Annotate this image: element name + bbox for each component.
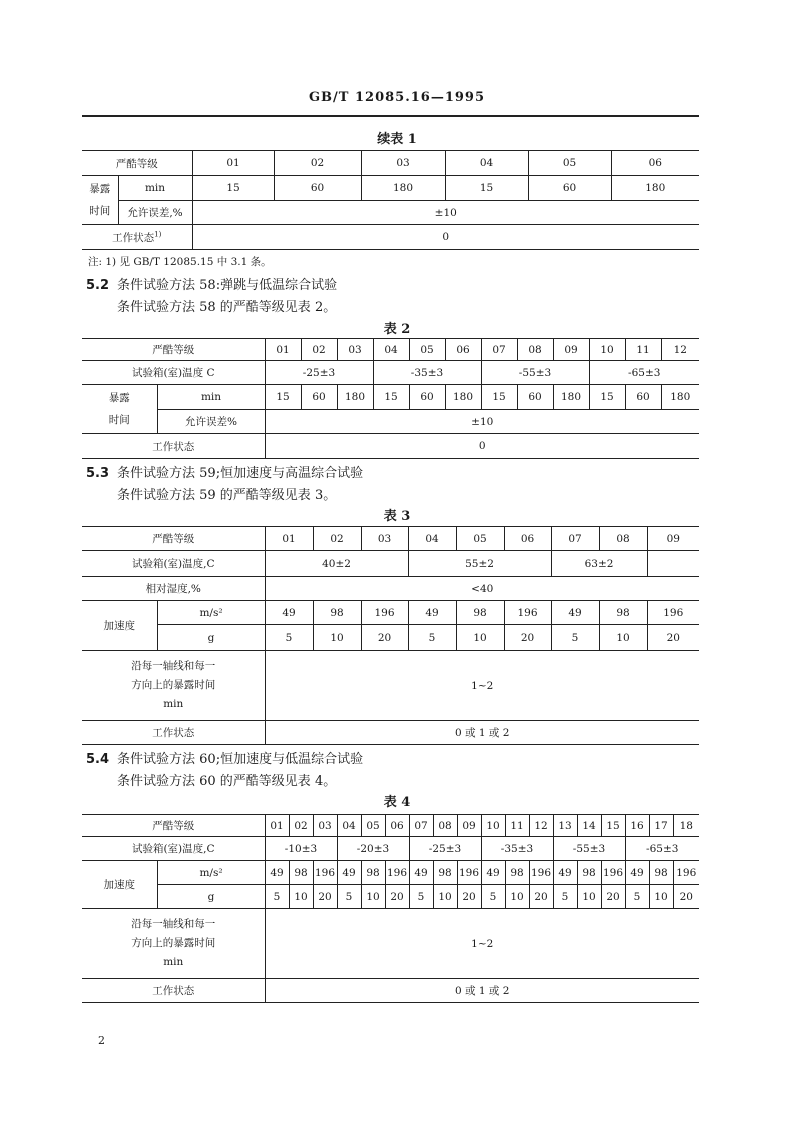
- g-cell: 5: [481, 885, 505, 909]
- ms2-cell: 196: [673, 861, 699, 885]
- grade-cell: 09: [553, 339, 589, 361]
- table3-humidity-row: [82, 577, 699, 601]
- ms2-cell: 196: [385, 861, 409, 885]
- temp-cell: 63±2: [551, 551, 647, 577]
- exposure-label-line1: 暴露: [89, 183, 111, 195]
- grade-cell: 05: [456, 527, 504, 551]
- exposure-label-line1: 暴露: [108, 392, 130, 404]
- grade-cell: 07: [551, 527, 599, 551]
- table4: [82, 814, 699, 1003]
- table3-state-row: [82, 721, 699, 745]
- table3-g-row: [82, 625, 699, 651]
- g-cell: 20: [601, 885, 625, 909]
- grade-cell: 04: [445, 151, 528, 176]
- section-5-4-heading: [86, 748, 363, 767]
- tolerance-value: ±10: [265, 410, 699, 434]
- temp-cell: -35±3: [481, 837, 553, 861]
- table3-exposure-row: [82, 651, 699, 721]
- table3: [82, 526, 699, 745]
- g-cell: 5: [625, 885, 649, 909]
- ms2-cell: 196: [504, 601, 551, 625]
- g-cell: 10: [505, 885, 529, 909]
- exposure-value: 1~2: [265, 651, 699, 721]
- severity-label: 严酷等级: [82, 527, 265, 551]
- temp-cell: -55±3: [481, 361, 589, 385]
- table4-exposure-row: [82, 909, 699, 979]
- ms2-cell: 196: [601, 861, 625, 885]
- table2-grade-row: [82, 339, 699, 361]
- min-cell: 180: [611, 176, 699, 201]
- grade-cell: 01: [265, 527, 313, 551]
- table4-ms2-row: [82, 861, 699, 885]
- ms2-cell: 49: [408, 601, 456, 625]
- state-label: 工作状态: [82, 721, 265, 745]
- min-cell: 15: [445, 176, 528, 201]
- g-cell: 20: [361, 625, 408, 651]
- temp-cell: -25±3: [265, 361, 373, 385]
- temp-label: 试验箱(室)温度 C: [82, 361, 265, 385]
- ms2-cell: 49: [625, 861, 649, 885]
- table2-min-row: [82, 385, 699, 410]
- table2-temp-row: [82, 361, 699, 385]
- g-cell: 10: [289, 885, 313, 909]
- exposure-label-line2: 时间: [89, 205, 111, 217]
- table3-ms2-row: [82, 601, 699, 625]
- table3-grade-row: [82, 527, 699, 551]
- g-cell: 5: [265, 885, 289, 909]
- table1-caption: 续表 1: [377, 132, 417, 147]
- g-cell: 10: [456, 625, 504, 651]
- grade-cell: 07: [481, 339, 517, 361]
- grade-cell: 03: [337, 339, 373, 361]
- ms2-cell: 98: [505, 861, 529, 885]
- grade-cell: 09: [647, 527, 699, 551]
- grade-cell: 02: [274, 151, 361, 176]
- min-label: min: [157, 385, 265, 410]
- section-number: 5.2: [86, 278, 110, 293]
- ms2-cell: 98: [577, 861, 601, 885]
- section-number: 5.3: [86, 466, 110, 481]
- grade-cell: 05: [361, 815, 385, 837]
- tolerance-label: 允许误差%: [157, 410, 265, 434]
- state-label: 工作状态: [82, 434, 265, 459]
- grade-cell: 06: [504, 527, 551, 551]
- temp-label: 试验箱(室)温度,C: [82, 837, 265, 861]
- ms2-cell: 49: [265, 601, 313, 625]
- min-cell: 15: [373, 385, 409, 410]
- exposure-line: 沿每一轴线和每一: [131, 660, 216, 672]
- empty-cell: [647, 551, 699, 577]
- table2: [82, 338, 699, 459]
- grade-cell: 03: [361, 151, 445, 176]
- grade-cell: 04: [408, 527, 456, 551]
- table1-state-row: [82, 225, 699, 250]
- grade-cell: 08: [517, 339, 553, 361]
- g-cell: 10: [361, 885, 385, 909]
- tolerance-label: 允许误差,%: [118, 201, 192, 225]
- min-cell: 60: [274, 176, 361, 201]
- min-cell: 15: [481, 385, 517, 410]
- table2-tolerance-row: [82, 410, 699, 434]
- ms2-cell: 98: [456, 601, 504, 625]
- min-cell: 180: [661, 385, 699, 410]
- exposure-label: [82, 909, 265, 979]
- table1-note: 注: 1) 见 GB/T 12085.15 中 3.1 条。: [88, 256, 272, 268]
- grade-cell: 13: [553, 815, 577, 837]
- table4-caption: 表 4: [383, 795, 411, 810]
- grade-cell: 08: [599, 527, 647, 551]
- table4-state-row: [82, 979, 699, 1003]
- state-label: 工作状态: [112, 231, 155, 244]
- grade-cell: 15: [601, 815, 625, 837]
- state-value: 0: [192, 225, 699, 250]
- table3-caption: 表 3: [383, 509, 411, 524]
- section-title: 条件试验方法 59;恒加速度与高温综合试验: [117, 466, 364, 481]
- exposure-label-line2: 时间: [108, 414, 130, 426]
- grade-cell: 01: [265, 339, 301, 361]
- grade-cell: 14: [577, 815, 601, 837]
- g-cell: 20: [457, 885, 481, 909]
- section-5-2-body: 条件试验方法 58 的严酷等级见表 2。: [117, 300, 337, 315]
- accel-label: 加速度: [82, 861, 157, 909]
- g-cell: 10: [577, 885, 601, 909]
- section-title: 条件试验方法 58:弹跳与低温综合试验: [117, 278, 338, 293]
- grade-cell: 10: [589, 339, 625, 361]
- grade-cell: 03: [361, 527, 408, 551]
- grade-cell: 02: [289, 815, 313, 837]
- state-footnote-mark: 1): [154, 230, 162, 238]
- grade-cell: 07: [409, 815, 433, 837]
- table1: [82, 150, 699, 250]
- state-value: 0 或 1 或 2: [265, 979, 699, 1003]
- min-cell: 60: [625, 385, 661, 410]
- state-label: 工作状态: [82, 979, 265, 1003]
- ms2-cell: 49: [409, 861, 433, 885]
- ms2-cell: 49: [337, 861, 361, 885]
- ms2-cell: 196: [313, 861, 337, 885]
- table2-state-row: [82, 434, 699, 459]
- exposure-label: [82, 651, 265, 721]
- ms2-cell: 196: [647, 601, 699, 625]
- grade-cell: 12: [529, 815, 553, 837]
- table1-tolerance-row: [82, 201, 699, 225]
- grade-cell: 12: [661, 339, 699, 361]
- grade-cell: 02: [313, 527, 361, 551]
- grade-cell: 17: [649, 815, 673, 837]
- grade-cell: 05: [409, 339, 445, 361]
- g-label: g: [157, 885, 265, 909]
- section-number: 5.4: [86, 752, 110, 767]
- exposure-line: 方向上的暴露时间: [131, 937, 216, 949]
- min-cell: 60: [517, 385, 553, 410]
- g-cell: 5: [265, 625, 313, 651]
- section-5-3-heading: [86, 462, 363, 481]
- g-cell: 5: [551, 625, 599, 651]
- grade-cell: 06: [611, 151, 699, 176]
- page-number: 2: [98, 1034, 105, 1047]
- min-cell: 180: [337, 385, 373, 410]
- temp-cell: -25±3: [409, 837, 481, 861]
- humidity-label: 相对湿度,%: [82, 577, 265, 601]
- g-cell: 10: [599, 625, 647, 651]
- g-cell: 5: [337, 885, 361, 909]
- exposure-line: 沿每一轴线和每一: [131, 918, 216, 930]
- g-cell: 20: [313, 885, 337, 909]
- ms2-cell: 98: [361, 861, 385, 885]
- grade-cell: 01: [265, 815, 289, 837]
- min-cell: 60: [409, 385, 445, 410]
- temp-cell: 40±2: [265, 551, 408, 577]
- ms2-cell: 98: [649, 861, 673, 885]
- g-cell: 5: [408, 625, 456, 651]
- g-cell: 20: [529, 885, 553, 909]
- grade-cell: 02: [301, 339, 337, 361]
- ms2-cell: 49: [551, 601, 599, 625]
- g-cell: 20: [673, 885, 699, 909]
- tolerance-value: ±10: [192, 201, 699, 225]
- table4-g-row: [82, 885, 699, 909]
- min-cell: 180: [361, 176, 445, 201]
- g-label: g: [157, 625, 265, 651]
- table2-caption: 表 2: [383, 322, 411, 337]
- ms2-cell: 49: [481, 861, 505, 885]
- g-cell: 10: [433, 885, 457, 909]
- ms2-cell: 196: [529, 861, 553, 885]
- ms2-label: m/s²: [157, 601, 265, 625]
- grade-cell: 01: [192, 151, 274, 176]
- ms2-cell: 49: [553, 861, 577, 885]
- grade-cell: 11: [505, 815, 529, 837]
- exposure-line: min: [163, 698, 184, 710]
- state-label-cell: [82, 225, 192, 250]
- grade-cell: 06: [385, 815, 409, 837]
- table3-temp-row: [82, 551, 699, 577]
- grade-cell: 08: [433, 815, 457, 837]
- grade-cell: 11: [625, 339, 661, 361]
- temp-cell: -20±3: [337, 837, 409, 861]
- g-cell: 20: [647, 625, 699, 651]
- state-value: 0: [265, 434, 699, 459]
- ms2-cell: 196: [361, 601, 408, 625]
- severity-label: 严酷等级: [82, 151, 192, 176]
- table1-grade-row: [82, 151, 699, 176]
- severity-label: 严酷等级: [82, 815, 265, 837]
- min-cell: 60: [528, 176, 611, 201]
- table1-min-row: [82, 176, 699, 201]
- table4-temp-row: [82, 837, 699, 861]
- temp-cell: -65±3: [625, 837, 699, 861]
- temp-cell: -65±3: [589, 361, 699, 385]
- g-cell: 10: [313, 625, 361, 651]
- min-cell: 180: [445, 385, 481, 410]
- g-cell: 5: [553, 885, 577, 909]
- exposure-time-label: [82, 385, 157, 434]
- exposure-time-label: [82, 176, 118, 225]
- ms2-cell: 98: [289, 861, 313, 885]
- grade-cell: 04: [337, 815, 361, 837]
- min-cell: 15: [192, 176, 274, 201]
- exposure-line: min: [163, 956, 184, 968]
- humidity-value: <40: [265, 577, 699, 601]
- temp-cell: 55±2: [408, 551, 551, 577]
- grade-cell: 05: [528, 151, 611, 176]
- temp-cell: -55±3: [553, 837, 625, 861]
- grade-cell: 03: [313, 815, 337, 837]
- exposure-line: 方向上的暴露时间: [131, 679, 216, 691]
- ms2-cell: 98: [599, 601, 647, 625]
- table4-grade-row: [82, 815, 699, 837]
- standard-header: GB/T 12085.16—1995: [308, 90, 486, 105]
- header-rule: [82, 115, 699, 117]
- ms2-cell: 196: [457, 861, 481, 885]
- ms2-label: m/s²: [157, 861, 265, 885]
- section-5-4-body: 条件试验方法 60 的严酷等级见表 4。: [117, 774, 337, 789]
- ms2-cell: 49: [265, 861, 289, 885]
- ms2-cell: 98: [313, 601, 361, 625]
- min-cell: 60: [301, 385, 337, 410]
- grade-cell: 04: [373, 339, 409, 361]
- min-cell: 15: [589, 385, 625, 410]
- temp-cell: -35±3: [373, 361, 481, 385]
- section-5-3-body: 条件试验方法 59 的严酷等级见表 3。: [117, 488, 337, 503]
- exposure-value: 1~2: [265, 909, 699, 979]
- g-cell: 5: [409, 885, 433, 909]
- section-5-2-heading: [86, 274, 337, 293]
- temp-cell: -10±3: [265, 837, 337, 861]
- grade-cell: 06: [445, 339, 481, 361]
- accel-label: 加速度: [82, 601, 157, 651]
- g-cell: 10: [649, 885, 673, 909]
- section-title: 条件试验方法 60;恒加速度与低温综合试验: [117, 752, 364, 767]
- grade-cell: 18: [673, 815, 699, 837]
- min-cell: 15: [265, 385, 301, 410]
- min-label: min: [118, 176, 192, 201]
- g-cell: 20: [385, 885, 409, 909]
- temp-label: 试验箱(室)温度,C: [82, 551, 265, 577]
- g-cell: 20: [504, 625, 551, 651]
- grade-cell: 10: [481, 815, 505, 837]
- grade-cell: 09: [457, 815, 481, 837]
- min-cell: 180: [553, 385, 589, 410]
- severity-label: 严酷等级: [82, 339, 265, 361]
- ms2-cell: 98: [433, 861, 457, 885]
- state-value: 0 或 1 或 2: [265, 721, 699, 745]
- grade-cell: 16: [625, 815, 649, 837]
